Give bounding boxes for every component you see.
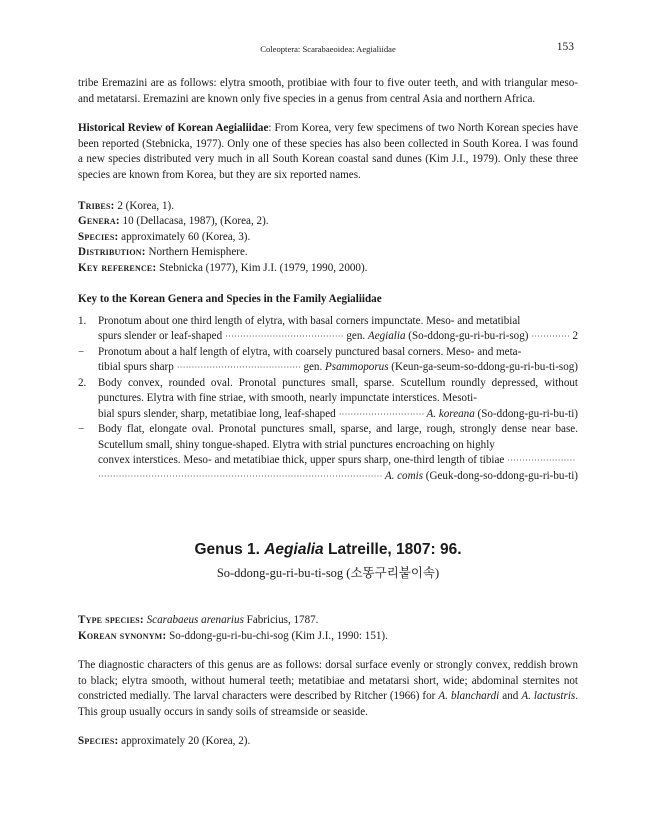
couplet-text-end: tibial spurs sharp [98,361,174,374]
fact-label: Distribution [78,246,142,259]
fact-label: Genera [78,215,116,228]
intro-paragraph: tribe Eremazini are as follows: elytra smooth, protibiae with four to five outer teeth, and with triangular meso- and metatarsi. Eremazini are known only five species in a genus from central Asia and northern Africa. [78,77,578,105]
couplet-lead-end [98,407,578,423]
history-heading: Historical Review of Korean Aegialiidae [78,122,269,134]
fact-value: Northern Hemisphere. [148,246,248,259]
fact-value: 2 (Korea, 1). [117,200,174,212]
fact-value: approximately 60 (Korea, 3). [121,230,251,243]
couplet-goto: 2 [572,330,578,343]
korean-synonym-value: So-ddong-gu-ri-bu-chi-sog (Kim J.I., 1990: 151). [169,629,388,642]
history-text: : From Korea, very few specimens of two North Korean species have been reported (Stebnicka, 1977). Only one of these species has also been collected in South Korea. I was found a new species distributed very much in all South Korean coastal sand dunes (Kim J.I., 1979). Only these three species are known from Korea, but they are six reported names. [78,122,579,181]
couplet-number: 2. [78,376,87,389]
couplet-result: gen. Aegialia (So-ddong-gu-ri-bu-ri-sog) [346,330,529,343]
couplet-lead-end [98,469,578,485]
couplet-text-end: spurs slender or leaf-shaped [98,330,223,343]
genus-korean-name: So-ddong-gu-ri-bu-ti-sog (소똥구리붙이속) [216,566,440,580]
key-couplet-1-alt [78,345,578,376]
korean-synonym-line: Korean synonym: So-ddong-gu-ri-bu-chi-sog (Kim J.I., 1990: 151). [78,629,388,642]
fact-distribution: Distribution: Northern Hemisphere. [78,246,248,259]
korean-synonym-label: Korean synonym [78,629,163,642]
genus-name: Aegialia [264,541,324,558]
fact-label: Tribes [78,200,111,212]
page-body [78,76,578,484]
couplet-text-end: convex interstices. Meso- and metatibiae thick, upper spurs sharp, one-third length of tibiae [98,454,505,467]
leader-dots [507,453,575,469]
couplet-text: Pronotum about one third length of elytra, with basal corners impunctate. Meso- and metatibial [98,314,521,327]
couplet-text: Pronotum about a half length of elytra, with coarsely punctured basal corners. Meso- and meta- [98,345,522,358]
couplet-lead-end [98,360,578,376]
type-species-line: Type species: Scarabaeus arenarius Fabricius, 1787. [78,614,319,626]
genus-species-value: approximately 20 (Korea, 2). [121,735,251,747]
couplet-number: − [78,423,85,436]
identification-key [78,314,578,485]
leader-dots [225,329,343,345]
genus-heading-block [78,541,578,581]
genus-body [78,613,578,750]
couplet-number: − [78,345,85,358]
couplet-text: Body convex, rounded oval. Pronotal punctures small, sparse. Scutellum roundly depressed, without punctures. Elytra with fine striae, with smooth, nearly impunctate interstices. Mesoti- [98,376,578,405]
couplet-result: gen. Psammoporus (Keun-ga-seum-so-ddong-gu-ri-bu-ti-sog) [303,361,578,374]
genus-title: Genus 1. Aegialia Latreille, 1807: 96. [194,541,462,558]
species-name: A. lactustris [521,690,576,702]
fact-value: 10 (Dellacasa, 1987), (Korea, 2). [122,215,269,228]
running-header: Coleoptera: Scarabaeoidea: Aegialiidae [260,44,396,54]
page-number: 153 [556,41,574,53]
fact-value: Stebnicka (1977), Kim J.I. (1979, 1990, 2000). [159,261,368,274]
diagnosis-paragraph: The diagnostic characters of this genus are as follows: dorsal surface evenly or strongly convex, reddish brown to black; elytra smooth, without humeral teeth; metatibiae and metatarsi short, wide; abdominal sternites not constricted medially. The larval characters were described by Ritcher (1966) for A. blanchardi and A. lactustris. This group usually occurs in sandy soils of streamside or seaside. [78,659,578,718]
couplet-text-end: bial spurs slender, sharp, metatibiae long, leaf-shaped [98,407,336,420]
couplet-text: Body flat, elongate oval. Pronotal punctures small, sparse, and large, rough, strongly dense near base. Scutellum small, shiny tongue-shaped. Elytra with strial punctures encroaching on highly [98,423,578,451]
fact-genera: Genera: 10 (Dellacasa, 1987), (Korea, 2). [78,215,269,228]
fact-species: Species: approximately 60 (Korea, 3). [78,230,251,243]
fact-tribes: Tribes: 2 (Korea, 1). [78,200,174,212]
fact-label: Key reference [78,261,153,274]
key-couplet-2 [78,376,578,423]
fact-key-reference: Key reference: Stebnicka (1977), Kim J.I. (1979, 1990, 2000). [78,261,368,274]
couplet-lead-end [98,329,578,345]
genus-species-line: Species: approximately 20 (Korea, 2). [78,735,251,747]
history-paragraph [78,121,578,183]
genus-species-label: Species [78,735,115,747]
species-name: A. blanchardi [438,690,500,702]
couplet-result: A. koreana (So-ddong-gu-ri-bu-ti) [426,407,578,420]
key-heading: Key to the Korean Genera and Species in the Family Aegialiidae [78,293,382,306]
leader-dots [98,469,382,485]
couplet-result: A. comis (Geuk-dong-so-ddong-gu-ri-bu-ti) [384,469,578,482]
type-species-name: Scarabaeus arenarius [146,614,244,626]
couplet-lead-end [98,453,578,469]
leader-dots [531,329,569,345]
key-couplet-2-alt [78,422,578,484]
type-species-label: Type species [78,614,140,626]
leader-dots [177,360,301,376]
key-couplet-1 [78,314,578,345]
family-facts [78,199,578,276]
fact-label: Species [78,230,115,243]
couplet-number: 1. [78,314,87,327]
leader-dots [339,407,424,423]
